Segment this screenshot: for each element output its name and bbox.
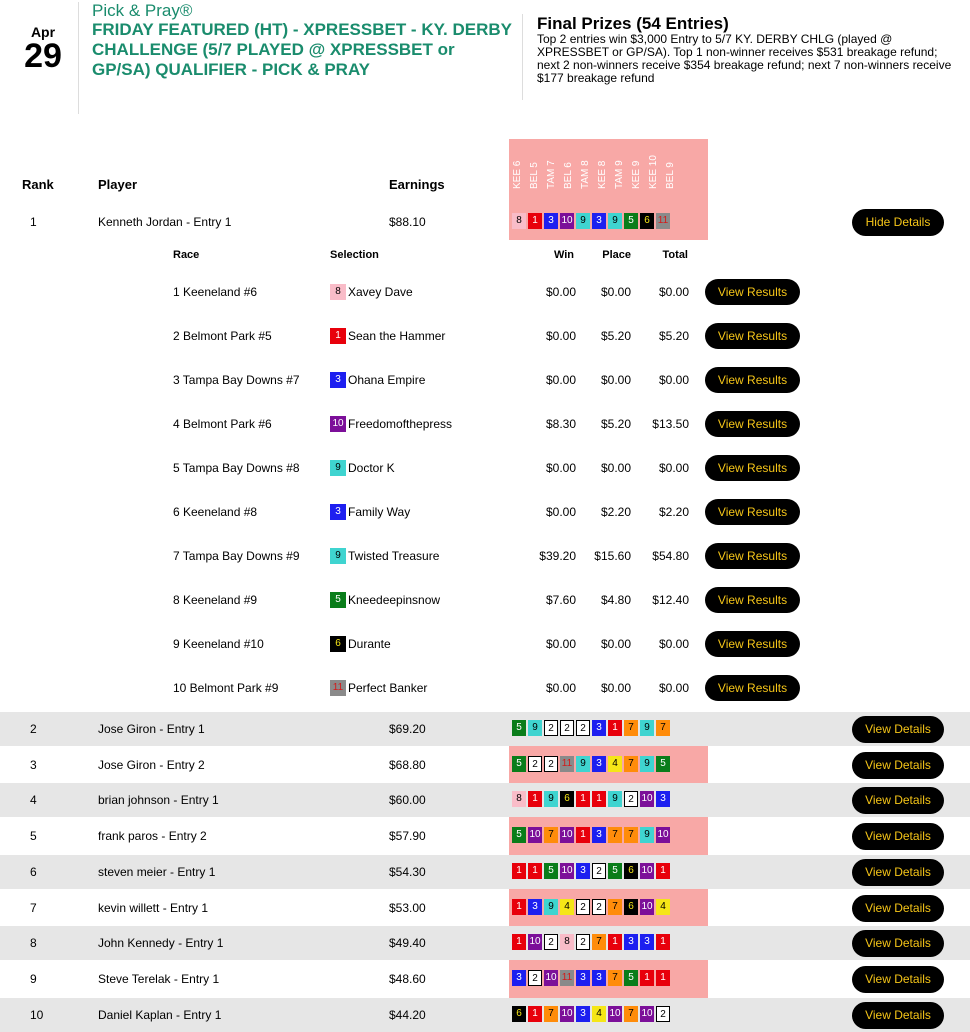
saddlecloth-chip: 10 <box>640 863 654 879</box>
win-amount: $39.20 <box>539 549 576 563</box>
race-name: 9 Keeneland #10 <box>173 637 264 651</box>
win-amount: $0.00 <box>545 285 576 299</box>
place-amount: $5.20 <box>600 417 631 431</box>
place-amount: $15.60 <box>594 549 631 563</box>
saddlecloth-chip: 5 <box>330 592 346 608</box>
prizes-panel <box>537 15 957 85</box>
saddlecloth-chip: 1 <box>528 863 542 879</box>
race-header: Race <box>173 249 200 261</box>
saddlecloth-chip: 1 <box>656 970 670 986</box>
rank-cell: 3 <box>30 757 37 772</box>
prizes-text: Top 2 entries win $3,000 Entry to 5/7 KY. DERBY CHLG (played @ XPRESSBET or GP/SA). Top 1 non-winner receives $531 breakage refund; next 2 non-winners receive $354 breakage refund; next 7 non-winners receive $177 breakage refund <box>537 32 952 85</box>
saddlecloth-chip: 9 <box>330 460 346 476</box>
player-cell: kevin willett - Entry 1 <box>98 900 209 915</box>
saddlecloth-chip: 1 <box>592 791 606 807</box>
rank-cell: 6 <box>30 864 37 879</box>
saddlecloth-chip: 7 <box>624 720 638 736</box>
saddlecloth-chip: 1 <box>608 720 622 736</box>
picks-strip <box>512 1006 672 1024</box>
saddlecloth-chip: 10 <box>640 1006 654 1022</box>
saddlecloth-chip: 7 <box>624 1006 638 1022</box>
earnings-cell: $60.00 <box>389 793 426 808</box>
saddlecloth-chip: 9 <box>640 827 654 843</box>
view-results-button[interactable]: View Results <box>705 675 800 701</box>
saddlecloth-chip: 6 <box>640 213 654 229</box>
saddlecloth-chip: 1 <box>528 791 542 807</box>
view-results-button[interactable]: View Results <box>705 367 800 393</box>
win-amount: $0.00 <box>545 505 576 519</box>
saddlecloth-chip: 1 <box>512 863 526 879</box>
saddlecloth-chip: 10 <box>560 1006 574 1022</box>
saddlecloth-chip: 1 <box>608 934 622 950</box>
view-details-button[interactable]: View Details <box>852 716 944 743</box>
saddlecloth-chip: 4 <box>656 899 670 915</box>
race-column-header: KEE 9 <box>631 160 642 189</box>
saddlecloth-chip: 9 <box>576 213 590 229</box>
saddlecloth-chip: 11 <box>560 970 574 986</box>
saddlecloth-chip: 2 <box>560 720 574 736</box>
earnings-header: Earnings <box>389 177 445 192</box>
tournament-name: FRIDAY FEATURED (HT) - XPRESSBET - KY. DERBY CHALLENGE (5/7 PLAYED @ XPRESSBET or GP/SA) QUALIFIER - PICK & PRAY <box>92 20 512 79</box>
player-header: Player <box>98 177 138 192</box>
saddlecloth-chip: 6 <box>624 863 638 879</box>
saddlecloth-chip: 1 <box>656 863 670 879</box>
saddlecloth-chip: 8 <box>512 791 526 807</box>
view-details-button[interactable]: View Details <box>852 787 944 814</box>
saddlecloth-chip: 3 <box>512 970 526 986</box>
race-detail-row <box>0 534 970 578</box>
saddlecloth-chip: 3 <box>528 899 542 915</box>
saddlecloth-chip: 2 <box>544 934 558 950</box>
player-cell: Jose Giron - Entry 1 <box>98 722 205 736</box>
event-month: Apr <box>30 24 56 40</box>
win-amount: $0.00 <box>545 373 576 387</box>
table-row <box>0 819 970 853</box>
saddlecloth-chip: 7 <box>608 899 622 915</box>
table-row <box>0 962 970 996</box>
view-results-button[interactable]: View Results <box>705 543 800 569</box>
race-column-header: TAM 9 <box>614 160 625 189</box>
divider <box>522 14 523 100</box>
table-row <box>0 891 970 925</box>
total-amount: $13.50 <box>652 417 689 431</box>
saddlecloth-chip: 10 <box>528 827 542 843</box>
rank-cell: 5 <box>30 829 37 844</box>
view-details-button[interactable]: View Details <box>852 930 944 957</box>
race-name: 5 Tampa Bay Downs #8 <box>173 461 300 475</box>
saddlecloth-chip: 6 <box>624 899 638 915</box>
selection-name: Twisted Treasure <box>348 549 440 563</box>
view-results-button[interactable]: View Results <box>705 279 800 305</box>
saddlecloth-chip: 2 <box>592 863 606 879</box>
place-amount: $4.80 <box>600 593 631 607</box>
table-row <box>0 998 970 1032</box>
view-results-button[interactable]: View Results <box>705 411 800 437</box>
saddlecloth-chip: 4 <box>608 756 622 772</box>
saddlecloth-chip: 4 <box>560 899 574 915</box>
saddlecloth-chip: 9 <box>528 720 542 736</box>
place-header: Place <box>602 249 631 261</box>
saddlecloth-chip: 2 <box>624 791 638 807</box>
rank-cell: 10 <box>30 1007 44 1022</box>
saddlecloth-chip: 7 <box>544 827 558 843</box>
saddlecloth-chip: 5 <box>656 756 670 772</box>
win-amount: $0.00 <box>545 329 576 343</box>
saddlecloth-chip: 3 <box>544 213 558 229</box>
saddlecloth-chip: 3 <box>624 934 638 950</box>
race-name: 6 Keeneland #8 <box>173 505 258 519</box>
win-header: Win <box>553 249 574 261</box>
picks-strip <box>512 863 672 881</box>
total-amount: $0.00 <box>658 285 689 299</box>
saddlecloth-chip: 10 <box>560 863 574 879</box>
event-date <box>18 24 68 73</box>
picks-strip <box>512 899 672 917</box>
picks-strip <box>512 791 672 809</box>
rank-cell: 2 <box>30 722 37 736</box>
race-name: 1 Keeneland #6 <box>173 285 258 299</box>
saddlecloth-chip: 5 <box>624 970 638 986</box>
saddlecloth-chip: 1 <box>528 213 542 229</box>
earnings-cell: $57.90 <box>389 829 426 844</box>
place-amount: $0.00 <box>600 681 631 695</box>
saddlecloth-chip: 3 <box>656 791 670 807</box>
saddlecloth-chip: 1 <box>656 934 670 950</box>
race-name: 2 Belmont Park #5 <box>173 329 272 343</box>
selection-name: Kneedeepinsnow <box>348 593 441 607</box>
place-amount: $0.00 <box>600 373 631 387</box>
selection-name: Perfect Banker <box>348 681 428 695</box>
saddlecloth-chip: 9 <box>640 756 654 772</box>
total-amount: $0.00 <box>658 681 689 695</box>
earnings-cell: $69.20 <box>389 722 426 736</box>
race-detail-row <box>0 358 970 402</box>
selection-name: Family Way <box>348 505 411 519</box>
total-amount: $0.00 <box>658 637 689 651</box>
saddlecloth-chip: 2 <box>544 720 558 736</box>
total-amount: $54.80 <box>652 549 689 563</box>
view-details-button[interactable]: View Details <box>852 1002 944 1029</box>
earnings-cell: $49.40 <box>389 936 426 951</box>
saddlecloth-chip: 1 <box>512 899 526 915</box>
place-amount: $0.00 <box>600 461 631 475</box>
saddlecloth-chip: 3 <box>640 934 654 950</box>
picks-strip <box>512 827 672 845</box>
saddlecloth-chip: 1 <box>528 1006 542 1022</box>
saddlecloth-chip: 10 <box>640 791 654 807</box>
saddlecloth-chip: 6 <box>330 636 346 652</box>
view-details-button[interactable]: View Details <box>852 895 944 922</box>
brand-label: Pick & Pray® <box>92 1 193 20</box>
race-name: 8 Keeneland #9 <box>173 593 258 607</box>
race-detail-row <box>0 314 970 358</box>
saddlecloth-chip: 7 <box>608 970 622 986</box>
total-amount: $0.00 <box>658 461 689 475</box>
race-column-header: TAM 8 <box>580 160 591 189</box>
rank-cell: 7 <box>30 900 37 915</box>
saddlecloth-chip: 9 <box>640 720 654 736</box>
saddlecloth-chip: 9 <box>544 899 558 915</box>
saddlecloth-chip: 1 <box>330 328 346 344</box>
saddlecloth-chip: 11 <box>656 213 670 229</box>
saddlecloth-chip: 5 <box>624 213 638 229</box>
saddlecloth-chip: 3 <box>576 863 590 879</box>
race-detail-row <box>0 578 970 622</box>
table-row <box>0 855 970 889</box>
picks-strip <box>512 720 672 738</box>
total-amount: $0.00 <box>658 373 689 387</box>
race-detail-row <box>0 666 970 710</box>
place-amount: $2.20 <box>600 505 631 519</box>
saddlecloth-chip: 9 <box>576 756 590 772</box>
saddlecloth-chip: 10 <box>560 827 574 843</box>
race-column-header: BEL 9 <box>665 162 676 189</box>
saddlecloth-chip: 7 <box>624 756 638 772</box>
tournament-title <box>92 2 512 80</box>
saddlecloth-chip: 5 <box>608 863 622 879</box>
race-column-header: BEL 6 <box>563 162 574 189</box>
saddlecloth-chip: 3 <box>592 756 606 772</box>
saddlecloth-chip: 4 <box>592 1006 606 1022</box>
player-cell: brian johnson - Entry 1 <box>98 793 219 808</box>
earnings-cell: $48.60 <box>389 971 426 986</box>
view-results-button[interactable]: View Results <box>705 631 800 657</box>
saddlecloth-chip: 1 <box>576 791 590 807</box>
saddlecloth-chip: 5 <box>544 863 558 879</box>
race-column-header: BEL 5 <box>529 162 540 189</box>
view-details-button[interactable]: View Details <box>852 859 944 886</box>
selection-name: Sean the Hammer <box>348 329 446 343</box>
race-detail-row <box>0 446 970 490</box>
selection-name: Doctor K <box>348 461 395 475</box>
view-details-button[interactable]: View Details <box>852 752 944 779</box>
saddlecloth-chip: 10 <box>640 899 654 915</box>
selection-header: Selection <box>330 249 379 261</box>
selection-name: Freedomofthepress <box>348 417 453 431</box>
prizes-heading: Final Prizes (54 Entries) <box>537 14 729 33</box>
saddlecloth-chip: 7 <box>656 720 670 736</box>
table-row <box>0 926 970 960</box>
race-name: 10 Belmont Park #9 <box>173 681 279 695</box>
player-cell: frank paros - Entry 2 <box>98 829 207 844</box>
total-amount: $12.40 <box>652 593 689 607</box>
saddlecloth-chip: 10 <box>608 1006 622 1022</box>
earnings-cell: $88.10 <box>389 215 426 229</box>
saddlecloth-chip: 3 <box>576 1006 590 1022</box>
place-amount: $5.20 <box>600 329 631 343</box>
saddlecloth-chip: 8 <box>330 284 346 300</box>
saddlecloth-chip: 10 <box>656 827 670 843</box>
saddlecloth-chip: 1 <box>576 827 590 843</box>
player-cell: John Kennedy - Entry 1 <box>98 936 224 951</box>
picks-strip <box>512 213 672 231</box>
saddlecloth-chip: 11 <box>560 756 574 772</box>
win-amount: $0.00 <box>545 637 576 651</box>
total-amount: $5.20 <box>658 329 689 343</box>
saddlecloth-chip: 3 <box>592 827 606 843</box>
race-name: 4 Belmont Park #6 <box>173 417 272 431</box>
player-cell: Kenneth Jordan - Entry 1 <box>98 215 232 229</box>
divider <box>78 2 79 114</box>
saddlecloth-chip: 7 <box>544 1006 558 1022</box>
saddlecloth-chip: 3 <box>592 720 606 736</box>
race-name: 3 Tampa Bay Downs #7 <box>173 373 300 387</box>
table-row <box>0 783 970 817</box>
race-detail-row <box>0 402 970 446</box>
saddlecloth-chip: 7 <box>608 827 622 843</box>
saddlecloth-chip: 2 <box>528 970 542 986</box>
win-amount: $8.30 <box>545 417 576 431</box>
saddlecloth-chip: 5 <box>512 756 526 772</box>
place-amount: $0.00 <box>600 637 631 651</box>
saddlecloth-chip: 8 <box>560 934 574 950</box>
saddlecloth-chip: 6 <box>560 791 574 807</box>
player-cell: Daniel Kaplan - Entry 1 <box>98 1007 222 1022</box>
race-column-headers <box>509 139 708 191</box>
saddlecloth-chip: 3 <box>330 504 346 520</box>
view-results-button[interactable]: View Results <box>705 323 800 349</box>
saddlecloth-chip: 5 <box>512 827 526 843</box>
race-detail-row <box>0 270 970 314</box>
saddlecloth-chip: 2 <box>576 934 590 950</box>
saddlecloth-chip: 2 <box>528 756 542 772</box>
saddlecloth-chip: 3 <box>576 970 590 986</box>
rank-header: Rank <box>22 177 54 192</box>
total-header: Total <box>662 249 688 261</box>
page-header <box>0 0 970 120</box>
race-detail-row <box>0 622 970 666</box>
saddlecloth-chip: 10 <box>528 934 542 950</box>
table-row <box>0 205 970 239</box>
race-column-header: TAM 7 <box>546 160 557 189</box>
player-cell: Steve Terelak - Entry 1 <box>98 971 220 986</box>
saddlecloth-chip: 7 <box>624 827 638 843</box>
saddlecloth-chip: 2 <box>592 899 606 915</box>
selection-name: Xavey Dave <box>348 285 413 299</box>
win-amount: $0.00 <box>545 681 576 695</box>
rank-cell: 1 <box>30 215 37 229</box>
race-detail-row <box>0 490 970 534</box>
rank-cell: 4 <box>30 793 37 808</box>
view-results-button[interactable]: View Results <box>705 455 800 481</box>
rank-cell: 8 <box>30 936 37 951</box>
view-details-button[interactable]: View Details <box>852 823 944 850</box>
saddlecloth-chip: 7 <box>592 934 606 950</box>
picks-strip <box>512 756 672 774</box>
race-column-header: KEE 6 <box>512 160 523 189</box>
player-cell: steven meier - Entry 1 <box>98 864 216 879</box>
picks-strip <box>512 934 672 952</box>
saddlecloth-chip: 9 <box>608 791 622 807</box>
view-details-button[interactable]: View Details <box>852 966 944 993</box>
saddlecloth-chip: 9 <box>544 791 558 807</box>
saddlecloth-chip: 10 <box>560 213 574 229</box>
earnings-cell: $44.20 <box>389 1007 426 1022</box>
table-row <box>0 712 970 746</box>
earnings-cell: $68.80 <box>389 757 426 772</box>
selection-name: Ohana Empire <box>348 373 426 387</box>
saddlecloth-chip: 2 <box>576 899 590 915</box>
saddlecloth-chip: 3 <box>330 372 346 388</box>
saddlecloth-chip: 10 <box>544 970 558 986</box>
table-row <box>0 748 970 782</box>
total-amount: $2.20 <box>658 505 689 519</box>
place-amount: $0.00 <box>600 285 631 299</box>
saddlecloth-chip: 1 <box>512 934 526 950</box>
win-amount: $7.60 <box>545 593 576 607</box>
saddlecloth-chip: 8 <box>512 213 526 229</box>
saddlecloth-chip: 6 <box>512 1006 526 1022</box>
saddlecloth-chip: 11 <box>330 680 346 696</box>
saddlecloth-chip: 2 <box>544 756 558 772</box>
race-name: 7 Tampa Bay Downs #9 <box>173 549 300 563</box>
player-cell: Jose Giron - Entry 2 <box>98 757 205 772</box>
race-column-header: KEE 8 <box>597 160 608 189</box>
saddlecloth-chip: 3 <box>592 970 606 986</box>
selection-name: Durante <box>348 637 391 651</box>
picks-strip <box>512 970 672 988</box>
earnings-cell: $54.30 <box>389 864 426 879</box>
race-column-header: KEE 10 <box>648 155 659 189</box>
event-day: 29 <box>24 37 62 75</box>
saddlecloth-chip: 3 <box>592 213 606 229</box>
earnings-cell: $53.00 <box>389 900 426 915</box>
saddlecloth-chip: 9 <box>608 213 622 229</box>
saddlecloth-chip: 9 <box>330 548 346 564</box>
saddlecloth-chip: 5 <box>512 720 526 736</box>
saddlecloth-chip: 2 <box>656 1006 670 1022</box>
saddlecloth-chip: 10 <box>330 416 346 432</box>
view-results-button[interactable]: View Results <box>705 499 800 525</box>
saddlecloth-chip: 1 <box>640 970 654 986</box>
win-amount: $0.00 <box>545 461 576 475</box>
view-results-button[interactable]: View Results <box>705 587 800 613</box>
hide-details-button[interactable]: Hide Details <box>852 209 944 236</box>
rank-cell: 9 <box>30 971 37 986</box>
saddlecloth-chip: 2 <box>576 720 590 736</box>
